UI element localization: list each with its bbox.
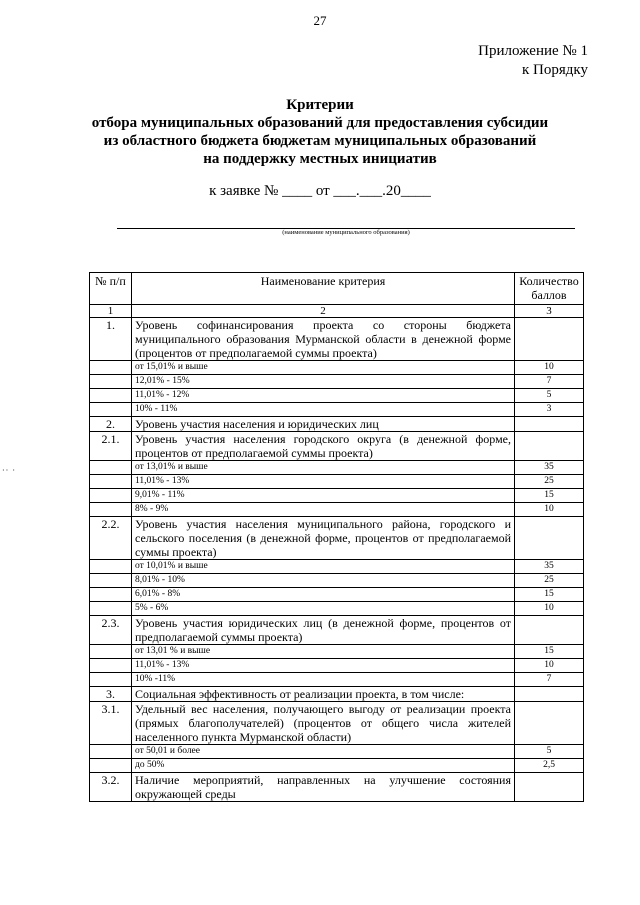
table-row (90, 417, 584, 432)
appendix-reference (478, 42, 588, 80)
criterion-name: Социальная эффективность от реализации проекта, в том числе: (132, 687, 515, 702)
title-line-1: Критерии (286, 97, 354, 113)
row-number (90, 759, 132, 773)
row-number (90, 745, 132, 759)
title-line-3: из областного бюджета бюджетам муниципальных образований (103, 133, 537, 149)
criterion-name: 10% - 11% (132, 403, 515, 417)
row-points (515, 702, 584, 745)
criterion-name: Уровень участия населения городского округа (в денежной форме, процентов от предполагаемой суммы проекта) (132, 432, 515, 461)
table-row (90, 318, 584, 361)
criterion-name: 11,01% - 13% (132, 475, 515, 489)
row-points: 2,5 (515, 759, 584, 773)
column-number: 1 (90, 305, 132, 318)
row-points: 10 (515, 361, 584, 375)
row-points: 7 (515, 673, 584, 687)
row-points: 15 (515, 588, 584, 602)
table-row (90, 560, 584, 574)
row-points: 15 (515, 645, 584, 659)
table-row (90, 503, 584, 517)
row-points: 3 (515, 403, 584, 417)
row-points (515, 417, 584, 432)
table-row (90, 588, 584, 602)
table-row (90, 517, 584, 560)
column-number: 3 (515, 305, 584, 318)
row-number (90, 475, 132, 489)
criterion-name: Уровень софинансирования проекта со стороны бюджета муниципального образования Мурманской области в денежной форме (процентов от предполагаемой суммы проекта) (132, 318, 515, 361)
row-number (90, 389, 132, 403)
table-row (90, 773, 584, 802)
row-number (90, 489, 132, 503)
row-points: 10 (515, 659, 584, 673)
page-number: 27 (313, 13, 327, 28)
criteria-table (89, 272, 584, 802)
table-row (90, 375, 584, 389)
criterion-name: от 13,01% и выше (132, 461, 515, 475)
row-points: 15 (515, 489, 584, 503)
table-row (90, 673, 584, 687)
table-row (90, 389, 584, 403)
table-row (90, 659, 584, 673)
row-number: 3.2. (90, 773, 132, 802)
appendix-line-2: к Порядку (522, 62, 588, 78)
row-number (90, 503, 132, 517)
title-line-4: на поддержку местных инициатив (203, 151, 437, 167)
row-number: 2.1. (90, 432, 132, 461)
margin-dots: ·· · (2, 466, 16, 475)
criterion-name: от 50,01 и более (132, 745, 515, 759)
criterion-name: Уровень участия юридических лиц (в денежной форме, процентов от предполагаемой суммы проекта) (132, 616, 515, 645)
table-row (90, 461, 584, 475)
row-points: 25 (515, 574, 584, 588)
row-number: 2.2. (90, 517, 132, 560)
criterion-name: 11,01% - 13% (132, 659, 515, 673)
table-row (90, 403, 584, 417)
row-number (90, 560, 132, 574)
row-number: 2. (90, 417, 132, 432)
table-header-row (90, 273, 584, 305)
criterion-name: 8,01% - 10% (132, 574, 515, 588)
table-row (90, 432, 584, 461)
row-points: 5 (515, 389, 584, 403)
row-points (515, 687, 584, 702)
document-title (0, 96, 640, 168)
row-number (90, 375, 132, 389)
criterion-name: 9,01% - 11% (132, 489, 515, 503)
row-number: 3. (90, 687, 132, 702)
criterion-name: Удельный вес населения, получающего выгоду от реализации проекта (прямых благополучателей) (процентов от общего числа жителей населенного пункта Мурманской области) (132, 702, 515, 745)
criterion-name: Уровень участия населения и юридических лиц (132, 417, 515, 432)
table-row (90, 475, 584, 489)
table-row (90, 645, 584, 659)
row-number (90, 574, 132, 588)
header-num: № п/п (90, 273, 132, 305)
table-row (90, 574, 584, 588)
table-row (90, 616, 584, 645)
row-number: 2.3. (90, 616, 132, 645)
table-row (90, 759, 584, 773)
row-points: 35 (515, 461, 584, 475)
row-number (90, 361, 132, 375)
row-number (90, 403, 132, 417)
table-row (90, 361, 584, 375)
row-number (90, 588, 132, 602)
table-row (90, 602, 584, 616)
criterion-name: от 13,01 % и выше (132, 645, 515, 659)
row-points: 35 (515, 560, 584, 574)
row-points: 5 (515, 745, 584, 759)
criterion-name: 11,01% - 12% (132, 389, 515, 403)
row-points (515, 616, 584, 645)
column-number: 2 (132, 305, 515, 318)
row-number (90, 461, 132, 475)
row-points (515, 432, 584, 461)
table-row (90, 702, 584, 745)
row-number (90, 645, 132, 659)
criterion-name: 8% - 9% (132, 503, 515, 517)
row-points: 10 (515, 602, 584, 616)
table-row (90, 489, 584, 503)
criterion-name: 12,01% - 15% (132, 375, 515, 389)
criterion-name: от 10,01% и выше (132, 560, 515, 574)
title-line-2: отбора муниципальных образований для предоставления субсидии (91, 115, 549, 131)
row-points: 25 (515, 475, 584, 489)
row-points (515, 318, 584, 361)
table-row (90, 745, 584, 759)
table-row (90, 687, 584, 702)
row-number (90, 602, 132, 616)
row-points (515, 773, 584, 802)
appendix-line-1: Приложение № 1 (478, 43, 588, 59)
municipality-caption: (наименование муниципального образования) (282, 229, 410, 236)
header-name: Наименование критерия (132, 273, 515, 305)
row-points: 7 (515, 375, 584, 389)
row-points: 10 (515, 503, 584, 517)
application-number-line: к заявке № ____ от ___.___.20____ (209, 183, 431, 199)
criterion-name: 5% - 6% (132, 602, 515, 616)
row-number: 1. (90, 318, 132, 361)
row-number: 3.1. (90, 702, 132, 745)
row-points (515, 517, 584, 560)
criterion-name: от 15,01% и выше (132, 361, 515, 375)
criterion-name: Уровень участия населения муниципального района, городского и сельского поселения (в денежной форме, процентов от предполагаемой суммы проекта) (132, 517, 515, 560)
criterion-name: Наличие мероприятий, направленных на улучшение состояния окружающей среды (132, 773, 515, 802)
column-numbers-row (90, 305, 584, 318)
criterion-name: 6,01% - 8% (132, 588, 515, 602)
criterion-name: 10% -11% (132, 673, 515, 687)
row-number (90, 659, 132, 673)
criterion-name: до 50% (132, 759, 515, 773)
row-number (90, 673, 132, 687)
header-points: Количество баллов (515, 273, 584, 305)
